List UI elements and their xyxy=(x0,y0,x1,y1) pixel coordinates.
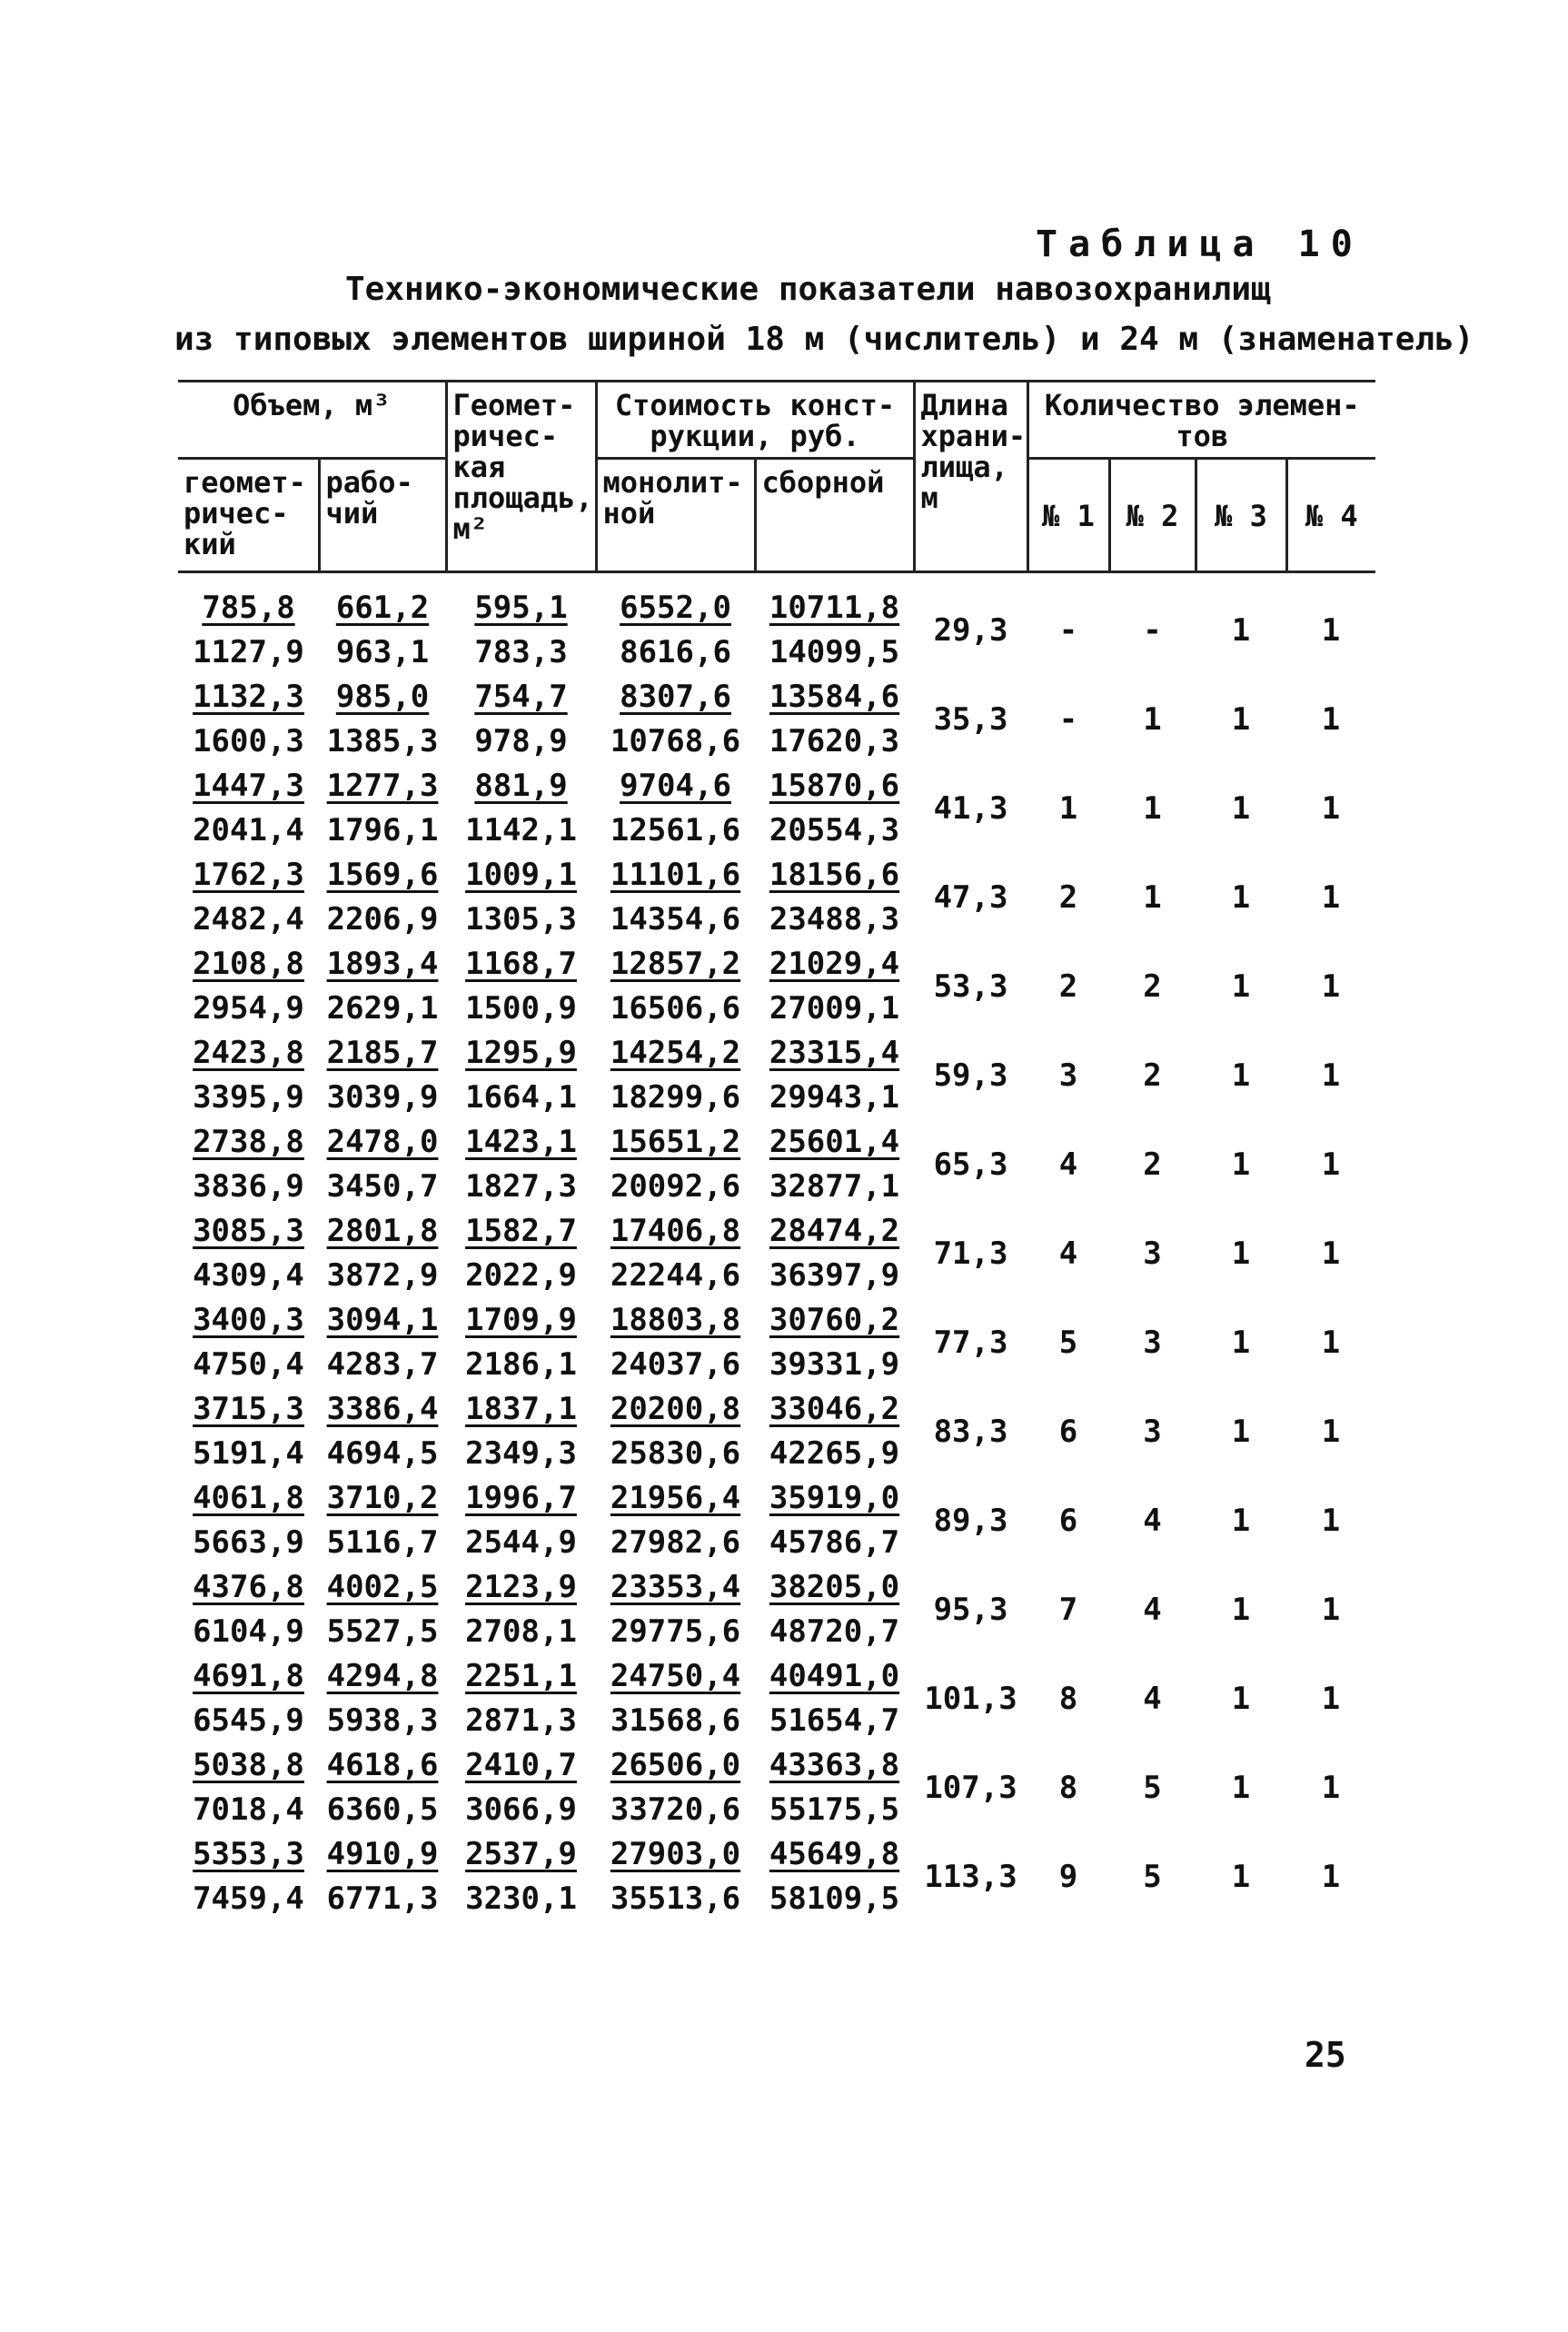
volume-geom-numerator: 785,8 xyxy=(202,590,295,626)
cost-mono-numerator: 23353,4 xyxy=(610,1569,741,1605)
volume-work-denominator: 4694,5 xyxy=(326,1435,439,1472)
table-row-numerator xyxy=(178,1209,1375,1254)
geom-area-denominator: 783,3 xyxy=(474,634,568,670)
geom-area-denominator: 1664,1 xyxy=(465,1079,577,1116)
cost-mono-denominator: 33720,6 xyxy=(610,1791,741,1828)
element-count-4: 1 xyxy=(1321,789,1341,827)
cost-mono-denominator: 31568,6 xyxy=(610,1702,741,1739)
length-value: 35,3 xyxy=(933,700,1008,738)
col-volume: Объем, м³ xyxy=(178,382,446,459)
element-count-4: 1 xyxy=(1321,1235,1341,1272)
geom-area-numerator: 2251,1 xyxy=(465,1658,577,1694)
element-count-4: 1 xyxy=(1321,968,1341,1005)
length-value: 113,3 xyxy=(924,1858,1017,1895)
col-element-3: № 3 xyxy=(1196,459,1286,572)
col-volume-geom: геомет-ричес-кий xyxy=(178,459,319,572)
table-row-numerator xyxy=(178,942,1375,987)
volume-work-numerator: 4910,9 xyxy=(326,1836,439,1872)
cost-prefab-denominator: 45786,7 xyxy=(769,1524,900,1561)
volume-geom-denominator: 2482,4 xyxy=(193,901,304,938)
volume-geom-denominator: 1127,9 xyxy=(193,634,304,670)
geom-area-numerator: 754,7 xyxy=(474,679,568,715)
col-length: Длина храни-лища, м xyxy=(914,382,1027,572)
geom-area-denominator: 1142,1 xyxy=(465,812,577,848)
volume-work-numerator: 3094,1 xyxy=(326,1302,439,1338)
element-count-1: 3 xyxy=(1058,1057,1078,1094)
volume-geom-denominator: 6104,9 xyxy=(193,1613,304,1650)
table-label: Таблица 10 xyxy=(1036,223,1364,265)
element-count-4: 1 xyxy=(1321,1413,1341,1450)
volume-geom-numerator: 3400,3 xyxy=(193,1302,304,1338)
cost-prefab-denominator: 29943,1 xyxy=(769,1079,900,1116)
length-value: 89,3 xyxy=(933,1502,1008,1539)
cost-prefab-denominator: 48720,7 xyxy=(769,1613,900,1650)
length-value: 71,3 xyxy=(933,1235,1008,1272)
table-row-numerator xyxy=(178,1298,1375,1343)
cost-prefab-denominator: 27009,1 xyxy=(769,990,900,1027)
table-row-numerator xyxy=(178,1387,1375,1432)
cost-mono-numerator: 15651,2 xyxy=(610,1124,741,1160)
volume-geom-numerator: 1762,3 xyxy=(193,857,304,893)
table-row-numerator xyxy=(178,853,1375,898)
element-count-1: 6 xyxy=(1058,1413,1078,1450)
length-value: 53,3 xyxy=(933,968,1008,1005)
cost-mono-denominator: 29775,6 xyxy=(610,1613,741,1650)
element-count-4: 1 xyxy=(1321,878,1341,916)
element-count-3: 1 xyxy=(1231,1591,1251,1628)
volume-geom-denominator: 2041,4 xyxy=(193,812,304,848)
volume-work-numerator: 2478,0 xyxy=(326,1124,439,1160)
col-cost-mono: монолит-ной xyxy=(596,459,755,572)
table-row-numerator xyxy=(178,1120,1375,1165)
volume-geom-numerator: 2108,8 xyxy=(193,946,304,982)
col-element-4: № 4 xyxy=(1286,459,1375,572)
cost-mono-numerator: 8307,6 xyxy=(620,679,731,715)
geom-area-denominator: 2349,3 xyxy=(465,1435,577,1472)
element-count-4: 1 xyxy=(1321,1502,1341,1539)
volume-geom-numerator: 5353,3 xyxy=(193,1836,304,1872)
length-value: 47,3 xyxy=(933,878,1008,916)
geom-area-numerator: 2123,9 xyxy=(465,1569,577,1605)
volume-geom-denominator: 3395,9 xyxy=(193,1079,304,1116)
element-count-2: 2 xyxy=(1143,1146,1162,1183)
col-volume-work: рабо-чий xyxy=(319,459,446,572)
volume-work-denominator: 1385,3 xyxy=(326,723,439,759)
element-count-4: 1 xyxy=(1321,1858,1341,1895)
element-count-1: 8 xyxy=(1058,1680,1078,1717)
geom-area-numerator: 1295,9 xyxy=(465,1035,577,1071)
geom-area-numerator: 1582,7 xyxy=(465,1213,577,1249)
cost-mono-numerator: 24750,4 xyxy=(610,1658,741,1694)
element-count-1: 7 xyxy=(1058,1591,1078,1628)
element-count-2: - xyxy=(1143,611,1162,649)
volume-work-denominator: 3450,7 xyxy=(326,1168,439,1205)
element-count-2: 5 xyxy=(1143,1858,1162,1895)
cost-prefab-numerator: 15870,6 xyxy=(769,768,900,804)
volume-work-numerator: 1277,3 xyxy=(326,768,439,804)
cost-mono-numerator: 21956,4 xyxy=(610,1480,741,1516)
volume-work-denominator: 3872,9 xyxy=(326,1257,439,1294)
geom-area-denominator: 1305,3 xyxy=(465,901,577,938)
cost-prefab-denominator: 20554,3 xyxy=(769,812,900,848)
volume-geom-numerator: 4061,8 xyxy=(193,1480,304,1516)
cost-prefab-numerator: 28474,2 xyxy=(769,1213,900,1249)
element-count-3: 1 xyxy=(1231,968,1251,1005)
volume-geom-denominator: 5663,9 xyxy=(193,1524,304,1561)
element-count-2: 4 xyxy=(1143,1591,1162,1628)
geom-area-numerator: 1168,7 xyxy=(465,946,577,982)
element-count-1: 8 xyxy=(1058,1769,1078,1806)
volume-work-numerator: 1893,4 xyxy=(326,946,439,982)
col-cost: Стоимость конст-рукции, руб. xyxy=(596,382,914,459)
cost-mono-denominator: 8616,6 xyxy=(620,634,731,670)
volume-geom-numerator: 3715,3 xyxy=(193,1391,304,1427)
volume-geom-denominator: 2954,9 xyxy=(193,990,304,1027)
element-count-3: 1 xyxy=(1231,1324,1251,1361)
element-count-2: 2 xyxy=(1143,1057,1162,1094)
table-row-numerator xyxy=(178,572,1375,631)
volume-work-numerator: 2185,7 xyxy=(326,1035,439,1071)
cost-mono-denominator: 24037,6 xyxy=(610,1346,741,1383)
element-count-1: - xyxy=(1058,611,1078,649)
geom-area-numerator: 881,9 xyxy=(474,768,568,804)
volume-geom-numerator: 4376,8 xyxy=(193,1569,304,1605)
element-count-3: 1 xyxy=(1231,700,1251,738)
geom-area-denominator: 3066,9 xyxy=(465,1791,577,1828)
length-value: 107,3 xyxy=(924,1769,1017,1806)
cost-prefab-numerator: 18156,6 xyxy=(769,857,900,893)
element-count-1: 6 xyxy=(1058,1502,1078,1539)
volume-work-numerator: 2801,8 xyxy=(326,1213,439,1249)
element-count-4: 1 xyxy=(1321,1769,1341,1806)
volume-geom-denominator: 4309,4 xyxy=(193,1257,304,1294)
volume-work-numerator: 3386,4 xyxy=(326,1391,439,1427)
length-value: 41,3 xyxy=(933,789,1008,827)
element-count-3: 1 xyxy=(1231,1057,1251,1094)
volume-work-numerator: 4002,5 xyxy=(326,1569,439,1605)
table-row-numerator xyxy=(178,1654,1375,1699)
element-count-2: 1 xyxy=(1143,700,1162,738)
cost-prefab-numerator: 38205,0 xyxy=(769,1569,900,1605)
element-count-4: 1 xyxy=(1321,700,1341,738)
element-count-3: 1 xyxy=(1231,1235,1251,1272)
volume-work-numerator: 985,0 xyxy=(335,679,430,715)
volume-geom-numerator: 1132,3 xyxy=(193,679,304,715)
col-elements: Количество элемен-тов xyxy=(1027,382,1375,459)
element-count-3: 1 xyxy=(1231,789,1251,827)
cost-mono-denominator: 35513,6 xyxy=(610,1880,741,1917)
geom-area-denominator: 1827,3 xyxy=(465,1168,577,1205)
table-row-numerator xyxy=(178,675,1375,719)
cost-mono-numerator: 9704,6 xyxy=(620,768,731,804)
length-value: 29,3 xyxy=(933,611,1008,649)
cost-prefab-numerator: 43363,8 xyxy=(769,1747,900,1783)
element-count-1: 5 xyxy=(1058,1324,1078,1361)
volume-work-denominator: 2629,1 xyxy=(326,990,439,1027)
cost-prefab-denominator: 51654,7 xyxy=(769,1702,900,1739)
cost-prefab-denominator: 23488,3 xyxy=(769,901,900,938)
page-number: 25 xyxy=(1305,2035,1346,2075)
geom-area-denominator: 978,9 xyxy=(474,723,568,759)
table-row-numerator xyxy=(178,1031,1375,1076)
cost-mono-denominator: 18299,6 xyxy=(610,1079,741,1116)
geom-area-numerator: 2410,7 xyxy=(465,1747,577,1783)
volume-geom-denominator: 3836,9 xyxy=(193,1168,304,1205)
geom-area-denominator: 2708,1 xyxy=(465,1613,577,1650)
volume-work-denominator: 5938,3 xyxy=(326,1702,439,1739)
table-row-numerator xyxy=(178,1832,1375,1877)
volume-work-numerator: 4294,8 xyxy=(326,1658,439,1694)
element-count-4: 1 xyxy=(1321,1680,1341,1717)
cost-prefab-numerator: 40491,0 xyxy=(769,1658,900,1694)
cost-mono-numerator: 14254,2 xyxy=(610,1035,741,1071)
element-count-2: 4 xyxy=(1143,1502,1162,1539)
volume-work-numerator: 3710,2 xyxy=(326,1480,439,1516)
cost-mono-numerator: 18803,8 xyxy=(610,1302,741,1338)
volume-geom-numerator: 2423,8 xyxy=(193,1035,304,1071)
element-count-1: 2 xyxy=(1058,878,1078,916)
element-count-3: 1 xyxy=(1231,878,1251,916)
volume-geom-denominator: 6545,9 xyxy=(193,1702,304,1739)
element-count-3: 1 xyxy=(1231,611,1251,649)
element-count-2: 1 xyxy=(1143,878,1162,916)
table-row-numerator xyxy=(178,1743,1375,1788)
volume-geom-numerator: 1447,3 xyxy=(193,768,304,804)
element-count-1: 9 xyxy=(1058,1858,1078,1895)
cost-prefab-denominator: 36397,9 xyxy=(769,1257,900,1294)
cost-prefab-denominator: 42265,9 xyxy=(769,1435,900,1472)
table-row-numerator xyxy=(178,1565,1375,1610)
element-count-2: 4 xyxy=(1143,1680,1162,1717)
cost-mono-denominator: 25830,6 xyxy=(610,1435,741,1472)
geom-area-denominator: 2871,3 xyxy=(465,1702,577,1739)
cost-mono-denominator: 10768,6 xyxy=(610,723,741,759)
cost-mono-numerator: 20200,8 xyxy=(610,1391,741,1427)
length-value: 83,3 xyxy=(933,1413,1008,1450)
cost-prefab-numerator: 23315,4 xyxy=(769,1035,900,1071)
element-count-4: 1 xyxy=(1321,611,1341,649)
element-count-3: 1 xyxy=(1231,1858,1251,1895)
volume-work-denominator: 6360,5 xyxy=(326,1791,439,1828)
volume-work-denominator: 2206,9 xyxy=(326,901,439,938)
volume-work-denominator: 963,1 xyxy=(335,634,430,670)
cost-mono-numerator: 26506,0 xyxy=(610,1747,741,1783)
cost-prefab-numerator: 30760,2 xyxy=(769,1302,900,1338)
cost-prefab-denominator: 39331,9 xyxy=(769,1346,900,1383)
table-row-numerator xyxy=(178,1476,1375,1521)
cost-prefab-denominator: 58109,5 xyxy=(769,1880,900,1917)
table-title-line-2: из типовых элементов шириной 18 м (числитель) и 24 м (знаменатель) xyxy=(174,321,1474,358)
volume-work-denominator: 4283,7 xyxy=(326,1346,439,1383)
cost-mono-denominator: 20092,6 xyxy=(610,1168,741,1205)
element-count-2: 3 xyxy=(1143,1324,1162,1361)
cost-mono-numerator: 6552,0 xyxy=(620,590,731,626)
volume-work-numerator: 1569,6 xyxy=(326,857,439,893)
volume-geom-denominator: 4750,4 xyxy=(193,1346,304,1383)
volume-geom-numerator: 5038,8 xyxy=(193,1747,304,1783)
cost-mono-denominator: 12561,6 xyxy=(610,812,741,848)
volume-work-denominator: 6771,3 xyxy=(326,1880,439,1917)
element-count-2: 2 xyxy=(1143,968,1162,1005)
indicators-table xyxy=(178,380,1375,1921)
cost-prefab-numerator: 13584,6 xyxy=(769,679,900,715)
geom-area-denominator: 2544,9 xyxy=(465,1524,577,1561)
element-count-1: 2 xyxy=(1058,968,1078,1005)
volume-work-numerator: 4618,6 xyxy=(326,1747,439,1783)
cost-mono-denominator: 16506,6 xyxy=(610,990,741,1027)
volume-geom-numerator: 3085,3 xyxy=(193,1213,304,1249)
geom-area-numerator: 1423,1 xyxy=(465,1124,577,1160)
volume-work-denominator: 3039,9 xyxy=(326,1079,439,1116)
col-element-2: № 2 xyxy=(1109,459,1196,572)
length-value: 101,3 xyxy=(924,1680,1017,1717)
element-count-1: 4 xyxy=(1058,1235,1078,1272)
cost-mono-numerator: 11101,6 xyxy=(610,857,741,893)
geom-area-denominator: 1500,9 xyxy=(465,990,577,1027)
cost-prefab-denominator: 32877,1 xyxy=(769,1168,900,1205)
table-row-numerator xyxy=(178,764,1375,809)
geom-area-numerator: 1996,7 xyxy=(465,1480,577,1516)
geom-area-numerator: 595,1 xyxy=(474,590,568,626)
element-count-4: 1 xyxy=(1321,1057,1341,1094)
element-count-4: 1 xyxy=(1321,1591,1341,1628)
cost-prefab-denominator: 14099,5 xyxy=(769,634,900,670)
col-geom-area: Геомет-ричес-кая площадь, м² xyxy=(446,382,596,572)
cost-mono-denominator: 27982,6 xyxy=(610,1524,741,1561)
length-value: 59,3 xyxy=(933,1057,1008,1094)
element-count-3: 1 xyxy=(1231,1680,1251,1717)
cost-prefab-denominator: 17620,3 xyxy=(769,723,900,759)
cost-mono-numerator: 12857,2 xyxy=(610,946,741,982)
cost-prefab-numerator: 21029,4 xyxy=(769,946,900,982)
length-value: 95,3 xyxy=(933,1591,1008,1628)
geom-area-denominator: 3230,1 xyxy=(465,1880,577,1917)
element-count-4: 1 xyxy=(1321,1146,1341,1183)
volume-work-denominator: 5116,7 xyxy=(326,1524,439,1561)
cost-prefab-numerator: 33046,2 xyxy=(769,1391,900,1427)
element-count-2: 5 xyxy=(1143,1769,1162,1806)
cost-mono-numerator: 17406,8 xyxy=(610,1213,741,1249)
element-count-3: 1 xyxy=(1231,1413,1251,1450)
volume-geom-denominator: 1600,3 xyxy=(193,723,304,759)
volume-geom-denominator: 5191,4 xyxy=(193,1435,304,1472)
volume-work-numerator: 661,2 xyxy=(335,590,430,626)
geom-area-numerator: 1009,1 xyxy=(465,857,577,893)
cost-prefab-numerator: 35919,0 xyxy=(769,1480,900,1516)
element-count-2: 1 xyxy=(1143,789,1162,827)
volume-work-denominator: 1796,1 xyxy=(326,812,439,848)
cost-prefab-numerator: 25601,4 xyxy=(769,1124,900,1160)
cost-prefab-numerator: 10711,8 xyxy=(769,590,900,626)
element-count-3: 1 xyxy=(1231,1502,1251,1539)
geom-area-numerator: 1709,9 xyxy=(465,1302,577,1338)
col-element-1: № 1 xyxy=(1027,459,1109,572)
volume-geom-denominator: 7459,4 xyxy=(193,1880,304,1917)
length-value: 65,3 xyxy=(933,1146,1008,1183)
element-count-4: 1 xyxy=(1321,1324,1341,1361)
table-title-line-1: Технико-экономические показатели навозохранилищ xyxy=(345,271,1271,308)
cost-mono-numerator: 27903,0 xyxy=(610,1836,741,1872)
geom-area-numerator: 1837,1 xyxy=(465,1391,577,1427)
element-count-2: 3 xyxy=(1143,1235,1162,1272)
volume-work-denominator: 5527,5 xyxy=(326,1613,439,1650)
element-count-1: 1 xyxy=(1058,789,1078,827)
volume-geom-numerator: 2738,8 xyxy=(193,1124,304,1160)
element-count-3: 1 xyxy=(1231,1146,1251,1183)
cost-prefab-numerator: 45649,8 xyxy=(769,1836,900,1872)
geom-area-denominator: 2022,9 xyxy=(465,1257,577,1294)
geom-area-denominator: 2186,1 xyxy=(465,1346,577,1383)
cost-prefab-denominator: 55175,5 xyxy=(769,1791,900,1828)
volume-geom-denominator: 7018,4 xyxy=(193,1791,304,1828)
cost-mono-denominator: 14354,6 xyxy=(610,901,741,938)
length-value: 77,3 xyxy=(933,1324,1008,1361)
geom-area-numerator: 2537,9 xyxy=(465,1836,577,1872)
volume-geom-numerator: 4691,8 xyxy=(193,1658,304,1694)
cost-mono-denominator: 22244,6 xyxy=(610,1257,741,1294)
element-count-3: 1 xyxy=(1231,1769,1251,1806)
col-cost-prefab: сборной xyxy=(755,459,914,572)
element-count-1: 4 xyxy=(1058,1146,1078,1183)
element-count-2: 3 xyxy=(1143,1413,1162,1450)
element-count-1: - xyxy=(1058,700,1078,738)
